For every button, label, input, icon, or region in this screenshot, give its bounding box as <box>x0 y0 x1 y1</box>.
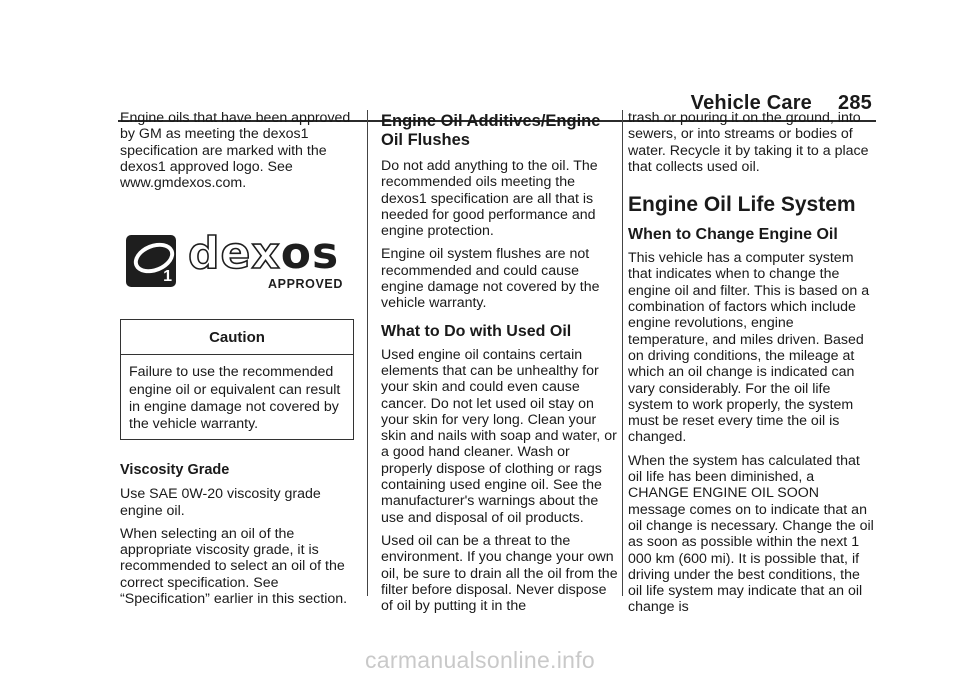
when-to-change-heading: When to Change Engine Oil <box>628 226 838 244</box>
dexos-approved-logo <box>126 228 360 303</box>
oil-life-paragraph-1: This vehicle has a computer system that indicates when to change the engine oil and filter. This is based on a combination of factors which include engine revolutions, engine temperature, and miles driven. Based on driving conditions, the mileage at which an oil change is indicated can vary considerably. For the oil life system to work properly, the system must be reset every time the oil is changed. <box>628 250 870 446</box>
dexos-wordmark <box>188 228 340 280</box>
approved-label: APPROVED <box>268 277 343 292</box>
viscosity-paragraph-1: Use SAE 0W-20 viscosity grade engine oil. <box>120 486 321 519</box>
wordmark-outline: dex <box>188 228 281 280</box>
used-oil-paragraph-1: Used engine oil contains certain elements that can be unhealthy for your skin and could even cause cancer. Do not let used oil stay on your skin for very long. Clean your skin and nails with soap and water, or a good hand cleaner. Wash or properly dispose of clothing or rags containing used engine oil. See the manufacturer's warnings about the use and disposal of oil products. <box>381 346 617 526</box>
oil-life-system-heading: Engine Oil Life System <box>628 193 856 217</box>
viscosity-heading: Viscosity Grade <box>120 462 230 479</box>
column-2 <box>381 110 621 621</box>
used-oil-heading: What to Do with Used Oil <box>381 322 572 340</box>
viscosity-paragraph-2: When selecting an oil of the appropriate viscosity grade, it is recommended to select an oil of the correct specification. See “Specification” earlier in this section. <box>120 525 348 608</box>
watermark: carmanualsonline.info <box>364 647 596 673</box>
tag-number: 1 <box>163 268 172 286</box>
column-divider-1 <box>367 110 368 596</box>
column-divider-2 <box>622 110 623 596</box>
column-3 <box>628 110 876 623</box>
oil-life-paragraph-2: When the system has calculated that oil life has been diminished, a CHANGE ENGINE OIL SOON message comes on to indicate that an oil change is necessary. Change the oil as soon as possible within the next 1 000 km (600 mi). It is possible that, if driving under the best conditions, the oil life system may indicate that an oil change is <box>628 452 874 616</box>
additives-heading: Engine Oil Additives/Engine Oil Flushes <box>381 112 601 149</box>
caution-title: Caution <box>121 320 353 355</box>
page-number: 285 <box>838 92 872 114</box>
dexos-tag-icon <box>126 235 176 287</box>
intro-paragraph: Engine oils that have been approved by GM as meeting the dexos1 specification are marked with the dexos1 approved logo. See www.gmdexos.com. <box>120 110 351 192</box>
caution-body: Failure to use the recommended engine oil or equivalent can result in engine damage not covered by the vehicle warranty. <box>129 364 341 433</box>
additives-paragraph-1: Do not add anything to the oil. The recommended oils meeting the dexos1 specification are all that is needed for good performance and engine protection. <box>381 158 598 240</box>
header-title: Vehicle Care <box>690 92 813 114</box>
additives-paragraph-2: Engine oil system flushes are not recommended and could cause engine damage not covered by the vehicle warranty. <box>381 246 600 312</box>
wordmark-solid: os <box>280 228 340 280</box>
used-oil-paragraph-2: Used oil can be a threat to the environment. If you change your own oil, be sure to drain all the oil from the filter before disposal. Never dispose of oil by putting it in the <box>381 532 618 615</box>
continued-paragraph: trash or pouring it on the ground, into sewers, or into streams or bodies of water. Recycle it by taking it to a place that collects used oil. <box>628 110 869 175</box>
column-1 <box>120 110 360 614</box>
caution-box <box>120 319 354 440</box>
